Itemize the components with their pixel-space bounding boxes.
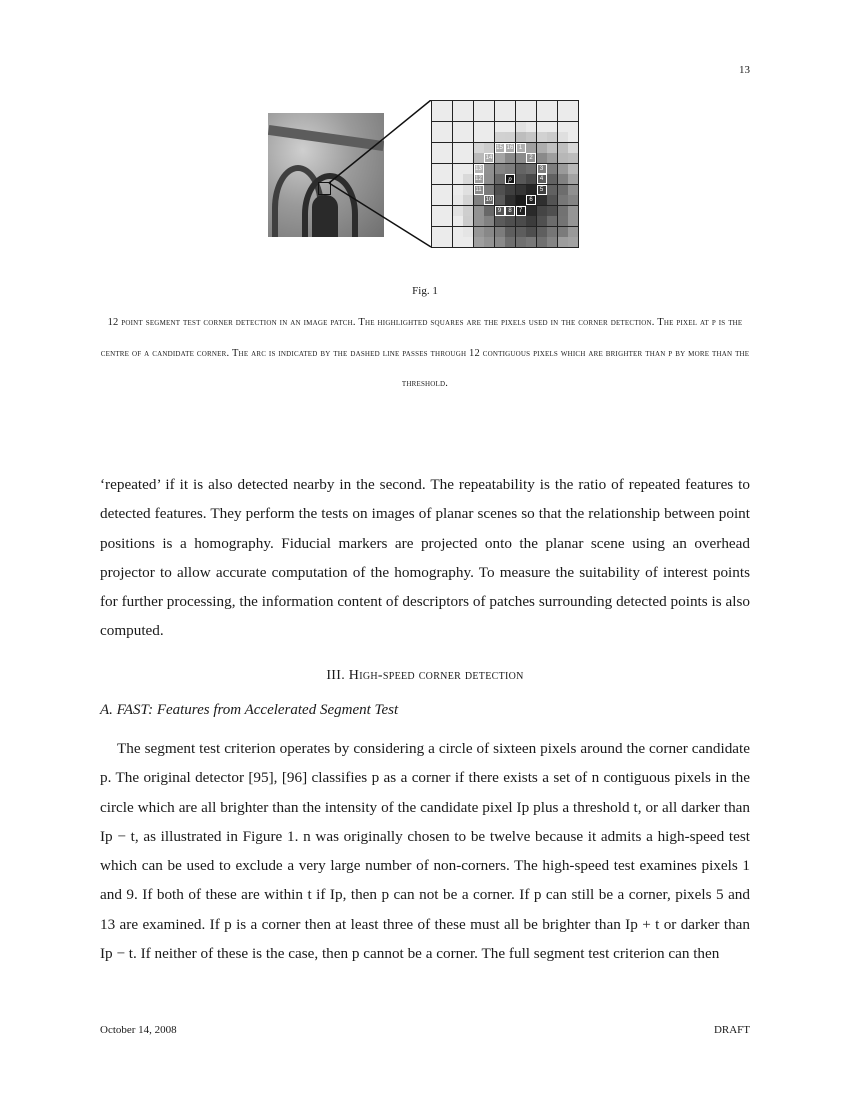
pixel-cell (463, 164, 473, 174)
pixel-cell (484, 185, 494, 195)
pixel-cell (568, 237, 578, 247)
pixel-cell (453, 111, 463, 121)
pixel-cell (568, 111, 578, 121)
pixel-cell (463, 227, 473, 237)
pixel-cell (547, 206, 557, 216)
pixel-cell (442, 132, 452, 142)
pixel-cell (484, 143, 494, 153)
pixel-cell (537, 237, 547, 247)
pixel-cell (484, 227, 494, 237)
pixel-cell (432, 185, 442, 195)
pixel-cell (474, 237, 484, 247)
pixel-cell (568, 132, 578, 142)
pixel-cell (526, 164, 536, 174)
pixel-cell (442, 143, 452, 153)
figure-label: Fig. 1 (412, 285, 438, 297)
pixel-grid (431, 100, 579, 248)
pixel-cell (432, 237, 442, 247)
pixel-cell (442, 153, 452, 163)
pixel-cell (495, 122, 505, 132)
circle-pixel: 1 (516, 143, 526, 153)
pixel-cell (537, 122, 547, 132)
pixel-cell (547, 143, 557, 153)
pixel-cell (463, 132, 473, 142)
pixel-cell (547, 174, 557, 184)
pixel-cell (526, 132, 536, 142)
pixel-cell (516, 195, 526, 205)
pixel-cell (526, 122, 536, 132)
pixel-cell (547, 132, 557, 142)
pixel-cell (537, 132, 547, 142)
pixel-cell (558, 237, 568, 247)
pixel-cell (432, 101, 442, 111)
circle-pixel: 16 (506, 144, 514, 151)
pixel-cell (463, 216, 473, 226)
pixel-cell (442, 122, 452, 132)
pixel-cell (537, 206, 547, 216)
pixel-cell (495, 195, 505, 205)
pixel-cell (526, 227, 536, 237)
pixel-cell (484, 164, 494, 174)
footer-draft-label: DRAFT (713, 1024, 750, 1036)
circle-pixel: 4 (537, 174, 547, 184)
pixel-cell (516, 174, 526, 184)
pixel-cell (558, 143, 568, 153)
pixel-cell (432, 111, 442, 121)
pixel-cell (442, 216, 452, 226)
pixel-cell (516, 185, 526, 195)
pixel-cell (547, 237, 557, 247)
pixel-cell (505, 101, 515, 111)
pixel-cell (453, 237, 463, 247)
pixel-cell (547, 101, 557, 111)
pixel-cell (484, 206, 494, 216)
pixel-cell (453, 164, 463, 174)
pixel-cell (568, 216, 578, 226)
pixel-cell (442, 206, 452, 216)
circle-pixel: 14 (485, 155, 493, 161)
pixel-cell (495, 216, 505, 226)
pixel-cell (453, 206, 463, 216)
pixel-cell (474, 101, 484, 111)
pixel-cell (516, 101, 526, 111)
pixel-cell (453, 195, 463, 205)
circle-pixel: 13 (475, 165, 482, 172)
pixel-cell (432, 206, 442, 216)
pixel-cell (505, 164, 515, 174)
pixel-cell (537, 143, 547, 153)
figure-1 (268, 100, 582, 250)
circle-pixel: 8 (505, 206, 515, 216)
pixel-cell (442, 111, 452, 121)
pixel-cell (484, 111, 494, 121)
pixel-cell (432, 143, 442, 153)
pixel-cell (453, 153, 463, 163)
pixel-cell (442, 195, 452, 205)
pixel-cell (516, 132, 526, 142)
pixel-cell (463, 185, 473, 195)
pixel-cell (432, 195, 442, 205)
pixel-cell (568, 206, 578, 216)
pixel-cell (432, 153, 442, 163)
pixel-cell (505, 111, 515, 121)
pixel-cell (495, 153, 505, 163)
pixel-cell (432, 132, 442, 142)
pixel-cell (516, 111, 526, 121)
pixel-cell (474, 206, 484, 216)
pixel-cell (558, 101, 568, 111)
body-paragraph-2: The segment test criterion operates by considering a circle of sixteen pixels around the corner candidate p. The original detector [95], [96] classifies p as a corner if there exists a set of n contiguous pixels in the circle which are all brighter than the intensity of the candidate pixel Ip plus a threshold t, or all darker than Ip − t, as illustrated in Figure 1. n was originally chosen to be twelve because it admits a high-speed test which can be used to exclude a very large number of non-corners. The high-speed test examines pixels 1 and 9. If both of these are within t if Ip, then p can not be a corner. If p can still be a corner, pixels 5 and 13 are examined. If p is a corner then at least three of these must all be brighter than Ip + t or darker than Ip − t. If neither of these is the case, then p cannot be a corner. The full segment test criterion can then (100, 740, 750, 963)
candidate-pixel: p (505, 174, 515, 184)
pixel-cell (495, 111, 505, 121)
pixel-cell (474, 111, 484, 121)
pixel-cell (432, 174, 442, 184)
pixel-cell (516, 227, 526, 237)
pixel-cell (537, 111, 547, 121)
pixel-cell (484, 122, 494, 132)
pixel-cell (526, 101, 536, 111)
pixel-cell (484, 132, 494, 142)
pixel-cell (463, 206, 473, 216)
pixel-cell (453, 185, 463, 195)
pixel-cell (547, 153, 557, 163)
pixel-cell (495, 227, 505, 237)
pixel-cell (526, 174, 536, 184)
pixel-cell (568, 227, 578, 237)
page-number: 13 (739, 64, 750, 76)
pixel-cell (484, 101, 494, 111)
pixel-cell (442, 227, 452, 237)
circle-pixel: 12 (475, 176, 482, 182)
pixel-cell (568, 153, 578, 163)
pixel-cell (495, 164, 505, 174)
pixel-cell (547, 185, 557, 195)
pixel-cell (432, 122, 442, 132)
pixel-cell (463, 122, 473, 132)
pixel-cell (526, 111, 536, 121)
pixel-cell (558, 185, 568, 195)
pixel-cell (474, 143, 484, 153)
pixel-cell (495, 174, 505, 184)
pixel-cell (463, 237, 473, 247)
pixel-cell (463, 195, 473, 205)
pixel-cell (558, 153, 568, 163)
pixel-cell (558, 122, 568, 132)
pixel-cell (484, 216, 494, 226)
pixel-cell (495, 185, 505, 195)
pixel-cell (505, 216, 515, 226)
pixel-cell (442, 174, 452, 184)
circle-pixel: 7 (516, 206, 526, 216)
pixel-cell (495, 132, 505, 142)
circle-pixel: 10 (485, 197, 493, 203)
pixel-cell (526, 216, 536, 226)
pixel-cell (453, 216, 463, 226)
pixel-cell (516, 153, 526, 163)
subsection-heading: A. FAST: Features from Accelerated Segment Test (100, 702, 399, 718)
pixel-cell (442, 101, 452, 111)
circle-pixel: 6 (526, 195, 536, 205)
pixel-cell (453, 174, 463, 184)
pixel-cell (526, 206, 536, 216)
pixel-cell (568, 185, 578, 195)
pixel-cell (453, 122, 463, 132)
pixel-cell (558, 195, 568, 205)
pixel-cell (432, 227, 442, 237)
circle-pixel: 2 (526, 153, 536, 163)
pixel-cell (558, 164, 568, 174)
pixel-cell (453, 227, 463, 237)
pixel-cell (505, 185, 515, 195)
pixel-cell (516, 164, 526, 174)
pixel-cell (474, 132, 484, 142)
pixel-cell (537, 227, 547, 237)
pixel-cell (558, 132, 568, 142)
pixel-cell (442, 164, 452, 174)
pixel-cell (463, 111, 473, 121)
pixel-cell (495, 101, 505, 111)
pixel-cell (526, 237, 536, 247)
pixel-cell (558, 216, 568, 226)
pixel-cell (558, 174, 568, 184)
pixel-cell (505, 132, 515, 142)
pixel-cell (484, 237, 494, 247)
circle-pixel: 3 (537, 164, 547, 174)
pixel-cell (505, 153, 515, 163)
pixel-cell (547, 227, 557, 237)
pixel-cell (547, 164, 557, 174)
pixel-cell (547, 216, 557, 226)
pixel-cell (516, 122, 526, 132)
pixel-cell (505, 227, 515, 237)
pixel-cell (432, 216, 442, 226)
pixel-cell (547, 122, 557, 132)
footer-date: October 14, 2008 (100, 1024, 177, 1036)
pixel-cell (442, 237, 452, 247)
pixel-cell (558, 111, 568, 121)
pixel-cell (432, 164, 442, 174)
pixel-cell (547, 195, 557, 205)
pixel-cell (474, 227, 484, 237)
pixel-cell (526, 143, 536, 153)
pixel-cell (495, 237, 505, 247)
pixel-cell (505, 195, 515, 205)
pixel-cell (505, 122, 515, 132)
pixel-cell (442, 185, 452, 195)
figure-caption: 12 point segment test corner detection in an image patch. The highlighted squares are the pixels used in the corner detection. The pixel at p is the centre of a candidate corner. The arc is indicated by the dashed line passes through 12 contiguous pixels which are brighter than p by more than the threshold. (100, 317, 750, 389)
pixel-cell (558, 206, 568, 216)
pixel-cell (568, 101, 578, 111)
pixel-cell (453, 143, 463, 153)
pixel-cell (474, 153, 484, 163)
pixel-cell (474, 216, 484, 226)
section-heading: III. High-speed corner detection (326, 668, 524, 683)
zoom-connector-lines (268, 100, 438, 250)
pixel-cell (568, 164, 578, 174)
circle-pixel: 5 (537, 185, 547, 195)
pixel-cell (537, 216, 547, 226)
pixel-cell (558, 227, 568, 237)
pixel-cell (474, 195, 484, 205)
pixel-cell (484, 174, 494, 184)
pixel-cell (526, 185, 536, 195)
circle-pixel: 15 (496, 144, 503, 151)
pixel-cell (568, 195, 578, 205)
body-paragraph-1: ‘repeated’ if it is also detected nearby in the second. The repeatability is the ratio of repeated features to detected features. They perform the tests on images of planar scenes so that the relationship between point positions is a homography. Fiducial markers are projected onto the planar scene using an overhead projector to allow accurate computation of the homography. To measure the suitability of interest points for further processing, the information content of descriptors of patches surrounding detected points is also computed. (100, 476, 750, 640)
pixel-cell (568, 143, 578, 153)
circle-pixel: 9 (495, 206, 505, 216)
pixel-cell (453, 132, 463, 142)
pixel-cell (537, 195, 547, 205)
pixel-cell (463, 174, 473, 184)
pixel-cell (463, 153, 473, 163)
pixel-cell (568, 174, 578, 184)
pixel-cell (463, 143, 473, 153)
pixel-cell (453, 101, 463, 111)
pixel-cell (505, 237, 515, 247)
pixel-cell (537, 101, 547, 111)
pixel-cell (568, 122, 578, 132)
pixel-cell (463, 101, 473, 111)
pixel-cell (474, 122, 484, 132)
pixel-cell (516, 237, 526, 247)
circle-pixel: 11 (475, 186, 482, 193)
pixel-cell (537, 153, 547, 163)
pixel-cell (547, 111, 557, 121)
pixel-cell (516, 216, 526, 226)
